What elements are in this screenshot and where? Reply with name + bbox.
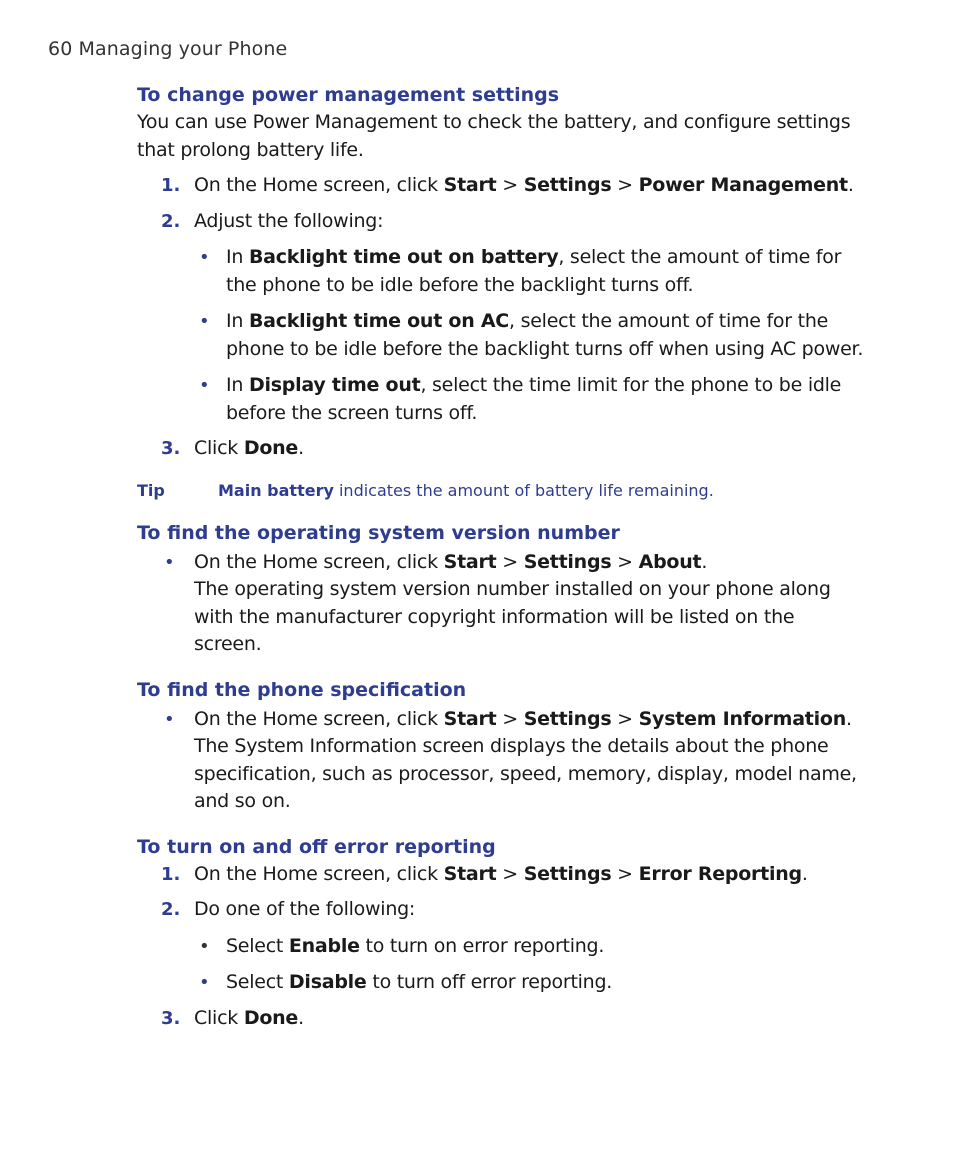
bullet-disable: • Select Disable to turn off error reporting. (226, 969, 867, 997)
page-header (48, 38, 287, 60)
step-number: 1. (161, 175, 181, 196)
tip-label: Tip (137, 480, 165, 500)
section-os-version (137, 520, 867, 659)
bullet-icon: • (199, 972, 210, 993)
section-intro: You can use Power Management to check the battery, and configure settings that prolong battery life. (137, 111, 851, 161)
page-number: 60 (48, 38, 73, 60)
menu-settings: Settings (523, 174, 612, 196)
section-title-power-management: To change power management settings (137, 84, 560, 106)
section-phone-spec (137, 677, 867, 816)
bullet-display-timeout: • In Display time out, select the time limit for the phone to be idle before the screen turns off. (199, 374, 842, 424)
section-title-os-version: To find the operating system version number (137, 521, 620, 544)
bullet-backlight-ac: • In Backlight time out on AC, select the amount of time for the phone to be idle before the backlight turns off when using AC power. (199, 310, 864, 360)
step-1: 1. On the Home screen, click Start > Settings > Error Reporting. (194, 861, 867, 889)
step-number: 2. (161, 210, 181, 232)
menu-power-management: Power Management (638, 174, 848, 196)
page-content (137, 82, 867, 1032)
step-2: 2. Do one of the following: (194, 896, 867, 924)
bullet-icon: • (164, 551, 175, 573)
bullet-icon: • (199, 311, 210, 332)
bullet-os-version: • On the Home screen, click Start > Settings > About. The operating system version number installed on your phone along with the manufacturer copyright information will be listed on the screen. (194, 549, 867, 659)
os-version-description: The operating system version number installed on your phone along with the manufacturer copyright information will be listed on the screen. (194, 578, 831, 655)
bullet-icon: • (199, 247, 210, 268)
bullet-enable: • Select Enable to turn on error reporting. (226, 933, 867, 961)
tip-note: Tip Main battery indicates the amount of battery life remaining. (137, 480, 714, 500)
bullet-phone-spec: • On the Home screen, click Start > Settings > System Information. The System Information screen displays the details about the phone specification, such as processor, speed, memory, display, model name, and so on. (194, 706, 867, 816)
step-3: 3. Click Done. (194, 1005, 867, 1033)
bullet-icon: • (164, 708, 175, 730)
step-1: 1. On the Home screen, click Start > Settings > Power Management. (194, 172, 867, 200)
section-error-reporting (137, 834, 867, 1033)
menu-start: Start (443, 174, 497, 196)
bullet-icon: • (199, 935, 210, 957)
step-number: 3. (161, 438, 181, 459)
step-2: 2. Adjust the following: (194, 208, 867, 236)
bullet-backlight-battery: • In Backlight time out on battery, select the amount of time for the phone to be idle before the backlight turns off. (199, 246, 842, 296)
phone-spec-description: The System Information screen displays the details about the phone specification, such as processor, speed, memory, display, model name, and so on. (194, 735, 857, 812)
section-title-error-reporting: To turn on and off error reporting (137, 835, 496, 858)
step-number: 1. (161, 863, 181, 885)
step-number: 2. (161, 899, 181, 920)
step-3: 3. Click Done. (194, 435, 867, 463)
bullet-icon: • (199, 375, 210, 396)
step-number: 3. (161, 1007, 181, 1029)
section-title-phone-spec: To find the phone specification (137, 678, 467, 701)
chapter-title: Managing your Phone (78, 38, 288, 60)
